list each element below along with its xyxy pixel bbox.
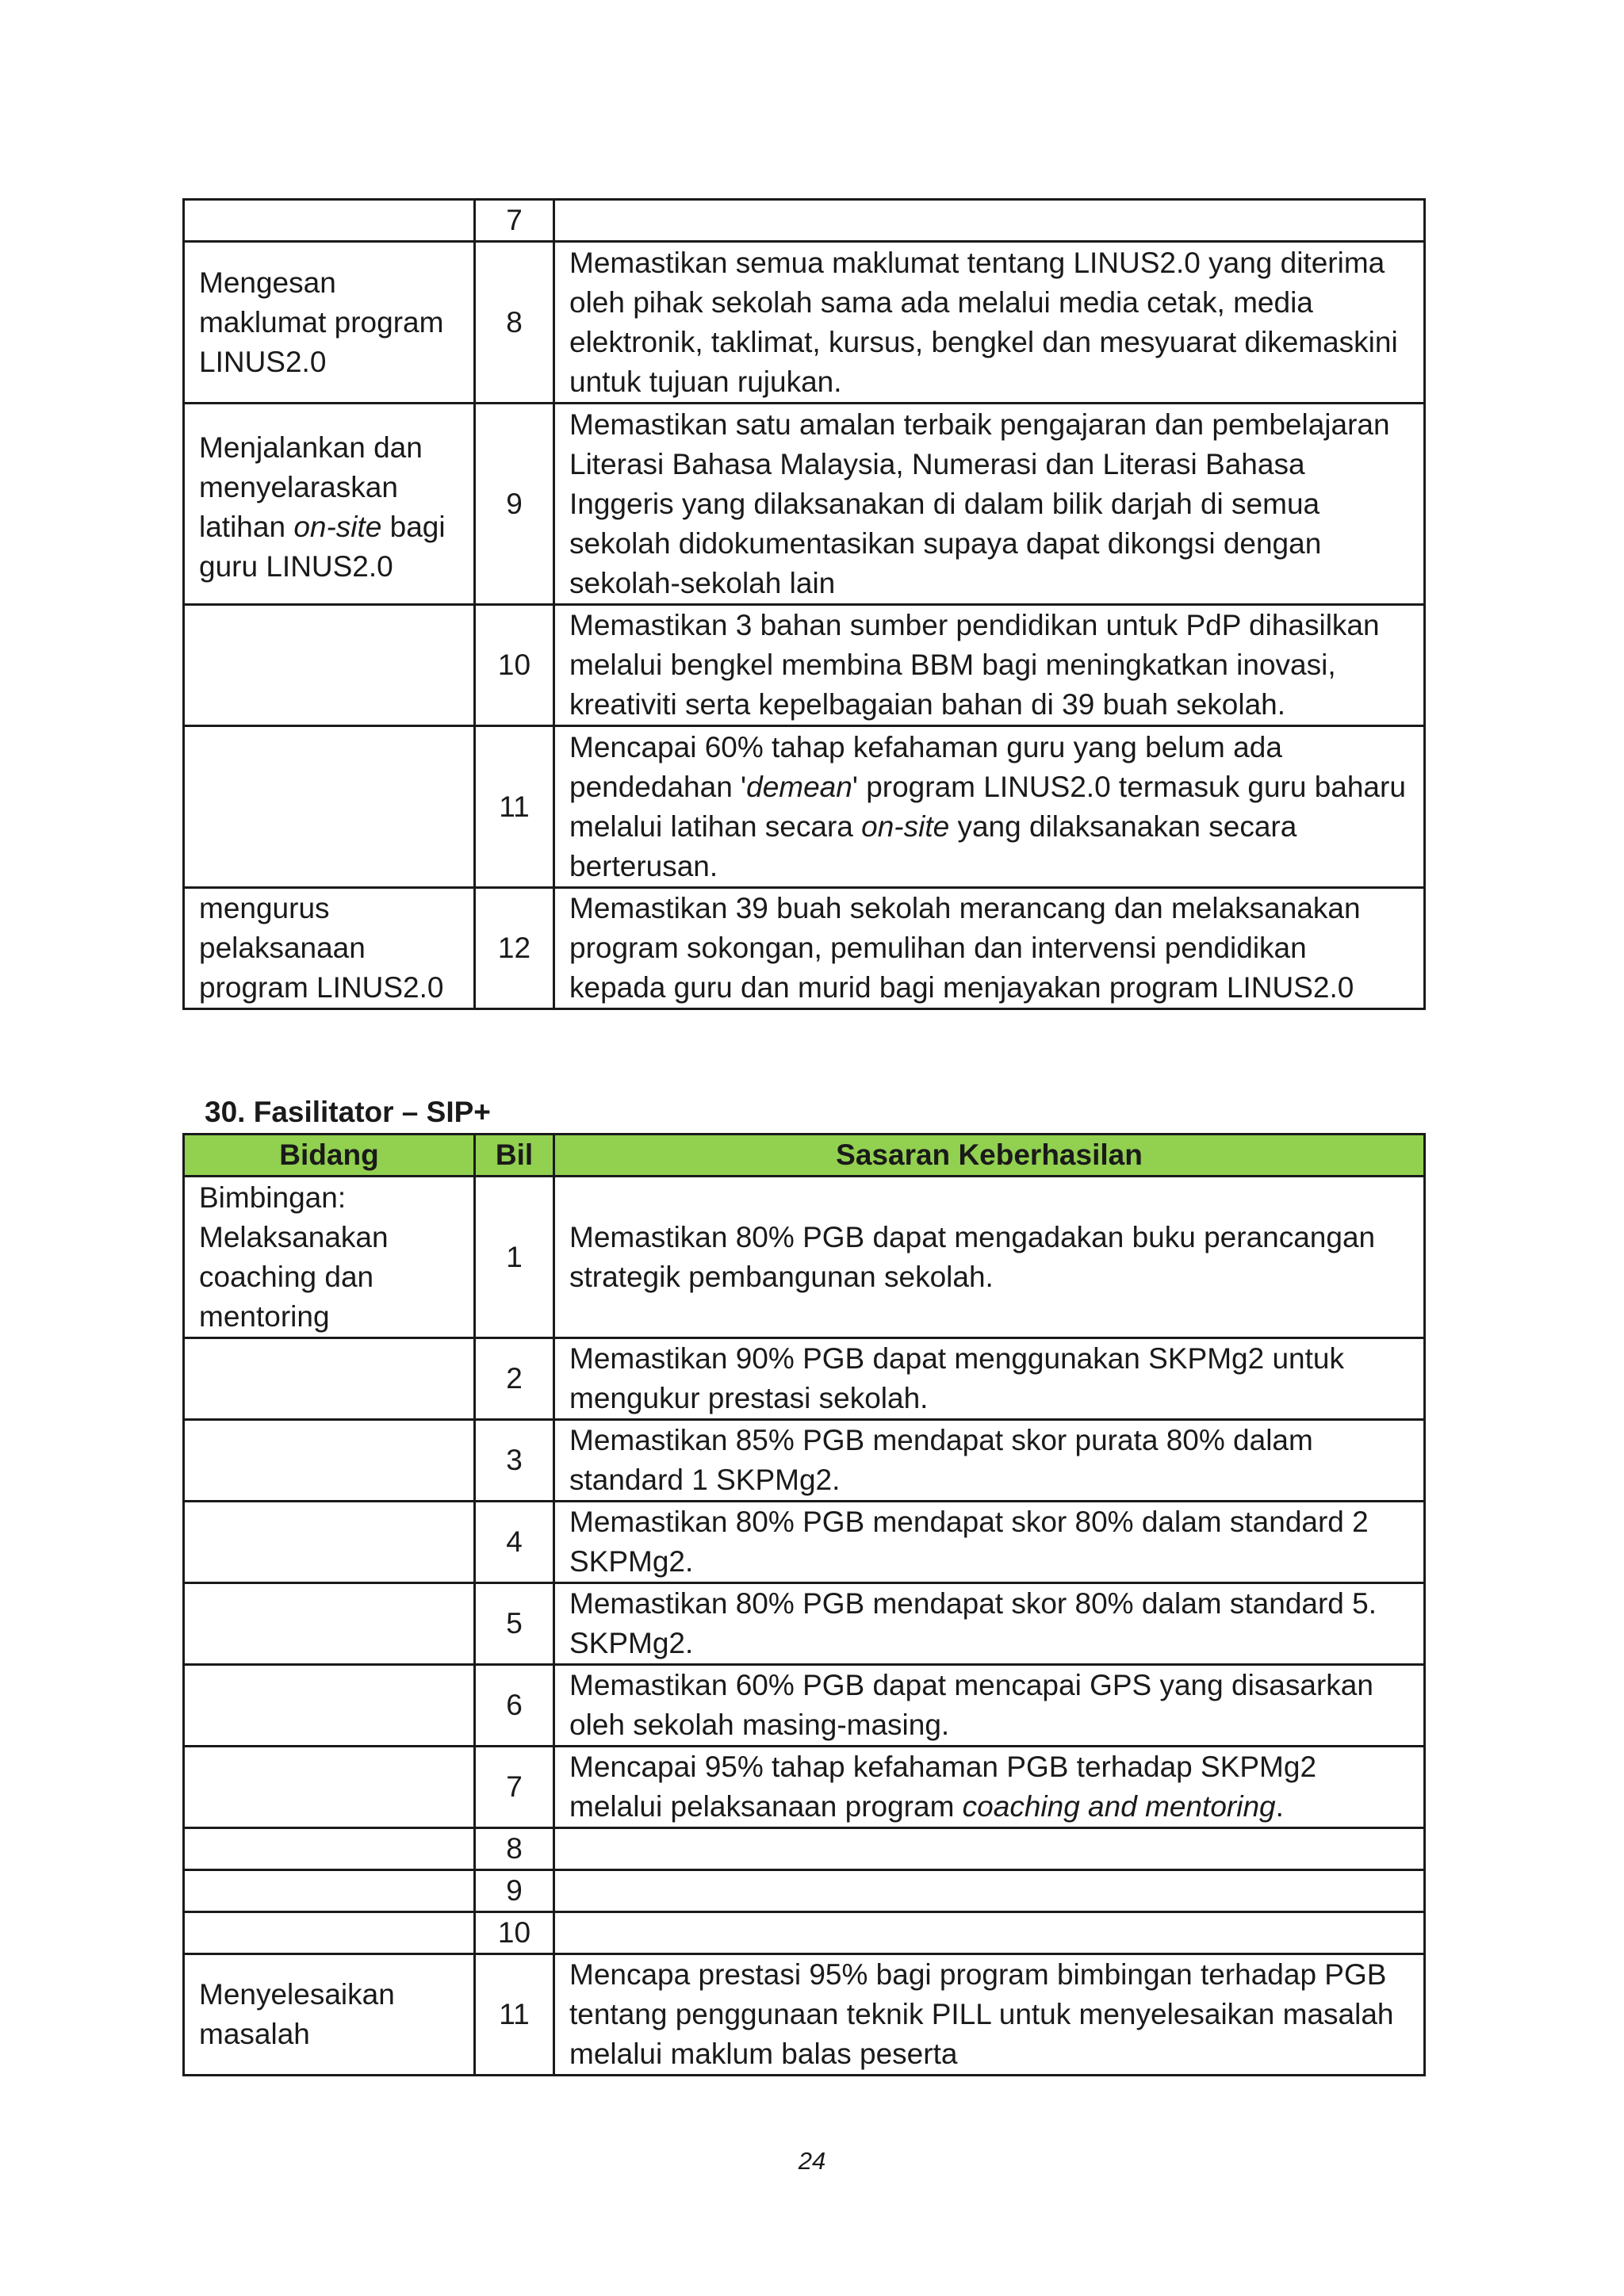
bil-cell: 8 [475, 242, 554, 404]
sasaran-cell [554, 726, 1425, 888]
sip-target-table [182, 1133, 1426, 2076]
bil-cell: 3 [475, 1420, 554, 1502]
section-title: 30. Fasilitator – SIP+ [205, 1096, 491, 1128]
sasaran-cell: Memastikan 39 buah sekolah merancang dan melaksanakan program sokongan, pemulihan dan intervensi pendidikan kepada guru dan murid bagi menjayakan program LINUS2.0 [554, 888, 1425, 1009]
table-row [184, 242, 1425, 404]
bidang-cell: Mengesan maklumat program LINUS2.0 [184, 242, 475, 404]
sasaran-text: yang dilaksanakan secara berterusan. [569, 809, 1297, 882]
bidang-text: bagi guru LINUS2.0 [199, 511, 446, 583]
bil-cell: 7 [475, 1747, 554, 1828]
sasaran-text: . [1275, 1790, 1284, 1823]
table-row [184, 1583, 1425, 1665]
bidang-cell: Bimbingan: Melaksanakan coaching dan mentoring [184, 1177, 475, 1338]
bidang-cell [184, 1912, 475, 1954]
sasaran-emphasis: coaching and mentoring [962, 1790, 1276, 1823]
sasaran-cell [554, 1912, 1425, 1954]
sasaran-cell [554, 1747, 1425, 1828]
table-row [184, 1665, 1425, 1747]
sasaran-emphasis: on-site [861, 809, 950, 843]
bil-cell: 2 [475, 1338, 554, 1420]
table-row [184, 200, 1425, 242]
sasaran-cell [554, 200, 1425, 242]
sasaran-emphasis: demean [746, 770, 852, 803]
table-row [184, 1912, 1425, 1954]
bil-cell: 1 [475, 1177, 554, 1338]
bil-cell: 5 [475, 1583, 554, 1665]
sasaran-cell [554, 1828, 1425, 1870]
sasaran-cell: Memastikan 85% PGB mendapat skor purata 80% dalam standard 1 SKPMg2. [554, 1420, 1425, 1502]
sasaran-cell: Memastikan semua maklumat tentang LINUS2.0 yang diterima oleh pihak sekolah sama ada melalui media cetak, media elektronik, taklimat, kursus, bengkel dan mesyuarat dikemaskini untuk tujuan rujukan. [554, 242, 1425, 404]
table-row [184, 1420, 1425, 1502]
table-row [184, 726, 1425, 888]
bil-cell: 10 [475, 605, 554, 726]
column-header-sasaran: Sasaran Keberhasilan [554, 1135, 1425, 1177]
bidang-cell [184, 1665, 475, 1747]
bidang-cell [184, 726, 475, 888]
sasaran-cell: Memastikan 90% PGB dapat menggunakan SKPMg2 untuk mengukur prestasi sekolah. [554, 1338, 1425, 1420]
sasaran-text: Mencapai 60% tahap kefahaman guru yang belum ada pendedahan ' [569, 730, 1282, 803]
bidang-cell [184, 1747, 475, 1828]
sasaran-cell: Memastikan satu amalan terbaik pengajaran dan pembelajaran Literasi Bahasa Malaysia, Numerasi dan Literasi Bahasa Inggeris yang dilaksanakan di dalam bilik darjah di semua sekolah didokumentasikan supaya dapat dikongsi dengan sekolah-sekolah lain [554, 404, 1425, 605]
sasaran-text: Mencapai 95% tahap kefahaman PGB terhadap SKPMg2 melalui pelaksanaan program [569, 1751, 1317, 1823]
bil-cell: 9 [475, 404, 554, 605]
table-row [184, 605, 1425, 726]
bil-cell: 9 [475, 1870, 554, 1912]
table-row [184, 1502, 1425, 1583]
bidang-emphasis: on-site [293, 511, 382, 543]
table-row [184, 1747, 1425, 1828]
column-header-bil: Bil [475, 1135, 554, 1177]
bidang-cell [184, 1828, 475, 1870]
bidang-cell [184, 605, 475, 726]
bidang-cell [184, 1502, 475, 1583]
sasaran-cell: Memastikan 80% PGB mendapat skor 80% dalam standard 5. SKPMg2. [554, 1583, 1425, 1665]
bidang-cell [184, 1338, 475, 1420]
bil-cell: 11 [475, 1954, 554, 2076]
bidang-text: Menjalankan dan menyelaraskan latihan [199, 431, 423, 543]
page-number: 24 [798, 2147, 826, 2175]
table-row [184, 1177, 1425, 1338]
bil-cell: 7 [475, 200, 554, 242]
sasaran-cell: Mencapa prestasi 95% bagi program bimbingan terhadap PGB tentang penggunaan teknik PILL untuk menyelesaikan masalah melalui maklum balas peserta [554, 1954, 1425, 2076]
linus-target-table [182, 198, 1426, 1010]
sasaran-cell: Memastikan 80% PGB mendapat skor 80% dalam standard 2 SKPMg2. [554, 1502, 1425, 1583]
bidang-cell: Menyelesaikan masalah [184, 1954, 475, 2076]
sasaran-cell: Memastikan 60% PGB dapat mencapai GPS yang disasarkan oleh sekolah masing-masing. [554, 1665, 1425, 1747]
sasaran-text: ' program LINUS2.0 termasuk guru baharu melalui latihan secara [569, 770, 1406, 843]
table-row [184, 1870, 1425, 1912]
table-row [184, 888, 1425, 1009]
bidang-cell [184, 200, 475, 242]
bidang-cell [184, 1870, 475, 1912]
sasaran-cell: Memastikan 80% PGB dapat mengadakan buku perancangan strategik pembangunan sekolah. [554, 1177, 1425, 1338]
bil-cell: 11 [475, 726, 554, 888]
column-header-bidang: Bidang [184, 1135, 475, 1177]
bil-cell: 10 [475, 1912, 554, 1954]
bil-cell: 12 [475, 888, 554, 1009]
bidang-cell: mengurus pelaksanaan program LINUS2.0 [184, 888, 475, 1009]
table-row [184, 1954, 1425, 2076]
bidang-cell [184, 1583, 475, 1665]
bil-cell: 4 [475, 1502, 554, 1583]
table-row [184, 404, 1425, 605]
bil-cell: 6 [475, 1665, 554, 1747]
header-row [184, 1135, 1425, 1177]
table-row [184, 1338, 1425, 1420]
bidang-cell [184, 404, 475, 605]
sasaran-cell: Memastikan 3 bahan sumber pendidikan untuk PdP dihasilkan melalui bengkel membina BBM bagi meningkatkan inovasi, kreativiti serta kepelbagaian bahan di 39 buah sekolah. [554, 605, 1425, 726]
bil-cell: 8 [475, 1828, 554, 1870]
table-row [184, 1828, 1425, 1870]
sasaran-cell [554, 1870, 1425, 1912]
bidang-cell [184, 1420, 475, 1502]
